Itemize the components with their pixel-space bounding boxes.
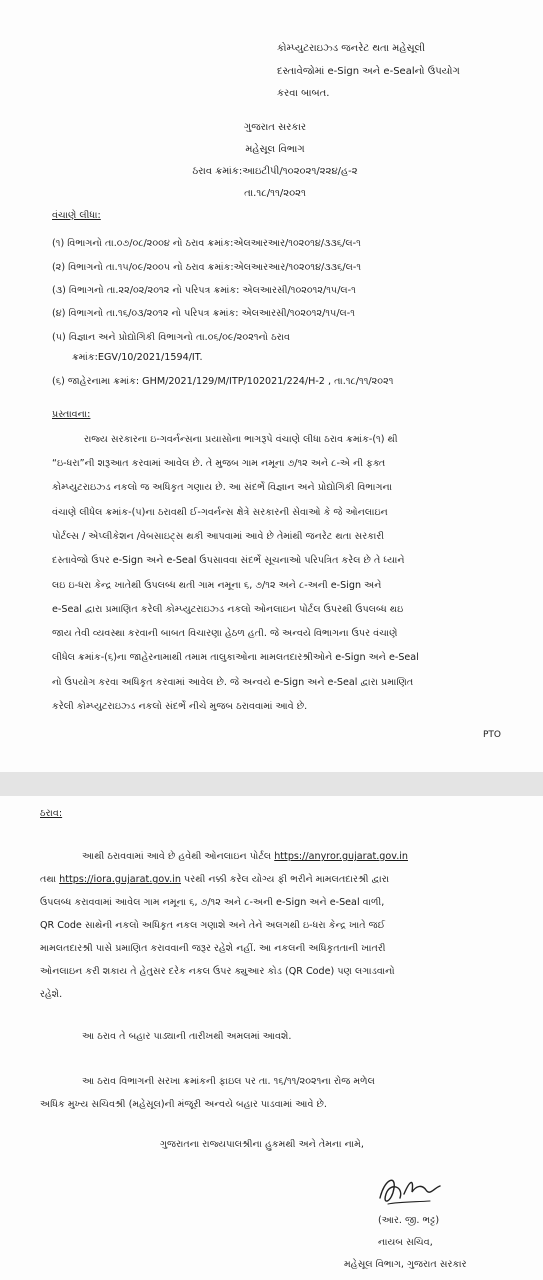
signature-image — [374, 1168, 454, 1212]
preamble-line: લઇ ઇ-ધરા કેન્દ્ર ખાતેથી ઉપલબ્ધ થતી ગામ નમૂના ૬, ૭/૧૨ અને ૮-અની e-Sign અને — [52, 580, 382, 591]
resolution-text: આથી ઠરાવવામાં આવે છે હવેથી ઓનલાઇન પોર્ટલ — [82, 851, 272, 862]
iora-link[interactable]: https://iora.gujarat.gov.in — [59, 874, 181, 885]
preamble-line: જાય તેવી વ્યવસ્થા કરવાની બાબત વિચારણા હેઠળ હતી. જે અન્વયે વિભાગના ઉપર વંચાણે — [52, 628, 398, 639]
preamble-line: e-Seal દ્વારા પ્રમાણિત કરેલી કોમ્પ્યુટરાઇઝ્ડ નકલો ઓનલાઇન પોર્ટલ ઉપરથી ઉપલબ્ધ થઇ — [52, 604, 404, 615]
subject-line-1: કોમ્પ્યુટરાઇઝ્ડ જનરેટ થતા મહેસૂલી — [277, 43, 425, 54]
resolution-title: ઠરાવ: — [40, 808, 63, 819]
preamble-line: દસ્તાવેજો ઉપર e-Sign અને e-Seal ઉપસાવવા સંદર્ભે સૂચનાઓ પરિપત્રિત કરેલ છે તે ધ્યાને — [52, 555, 405, 566]
reference-item: (૨) વિભાગનો તા.૧૫/૦૯/૨૦૦૫ નો ઠરાવ ક્રમાંક:એલઆરઆર/૧૦૨૦૧૪/૩૩૬/લ-૧ — [52, 262, 362, 273]
subject-line-2: દસ્તાવેજોમાં e-Sign અને e-Sealનો ઉપયોગ — [277, 66, 460, 77]
resolution-date: તા.૧૮/૧૧/૨૦૨૧ — [244, 188, 306, 199]
preamble-line: પોર્ટલ્સ / એપ્લીકેશન /વેબસાઇટ્સ થકી આપવામાં આવે છે તેમાંથી જનરેટ થતા સરકારી — [52, 531, 385, 542]
resolution-line — [40, 873, 389, 886]
reference-item: (૩) વિભાગનો તા.૨૨/૦૨/૨૦૧૨ નો પરિપત્ર ક્રમાંક: એલઆરસી/૧૦૨૦૧૨/૧૫/લ-૧ — [52, 285, 356, 296]
page-separator — [0, 772, 543, 796]
resolution-line: ઉપલબ્ધ કરાવવામાં આવેલ ગામ નમૂના ૬, ૭/૧૨ અને ૮-અની e-Sign અને e-Seal વાળી, — [40, 897, 385, 908]
resolution-line: ઓનલાઇન કરી શકાય તે હેતુસર દરેક નકલ ઉપર ક્યુઆર કોડ (QR Code) પણ લગાડવાનો — [40, 966, 395, 977]
reference-item: (૬) જાહેરનામા ક્રમાંક: GHM/2021/129/M/ITP/102021/224/H-2 , તા.૧૮/૧૧/૨૦૨૧ — [52, 376, 394, 387]
resolution-line: રહેશે. — [40, 989, 63, 1000]
approval-line: આ ઠરાવ વિભાગની સરખા ક્રમાંકની ફાઇલ પર તા. ૧૬/૧૧/૨૦૨૧ના રોજ મળેલ — [82, 1076, 375, 1087]
resolution-line: QR Code સાથેની નકલો અધિકૃત નકલ ગણાશે અને તેને અલગથી ઇ-ધરા કેન્દ્ર ખાતે જઈ — [40, 920, 386, 931]
reference-item-continued: ક્રમાંક:EGV/10/2021/1594/IT. — [72, 352, 203, 363]
reference-item: (૧) વિભાગનો તા.૦૭/૦૮/૨૦૦૪ નો ઠરાવ ક્રમાંક:એલઆરઆર/૧૦૨૦૧૪/૩૩૬/લ-૧ — [52, 238, 361, 249]
references-title: વંચાણે લીધા: — [52, 210, 101, 221]
resolution-text: તથા — [40, 874, 57, 885]
preamble-line: લીધેલ ક્રમાંક-(૬)ના જાહેરનામાથી તમામ તાલુકાઓના મામલતદારશ્રીઓને e-Sign અને e-Seal — [52, 652, 419, 663]
resolution-number: ઠરાવ ક્રમાંક:આઇટીપી/૧૦૨૦૨૧/૨૨૪/હ-૨ — [192, 166, 358, 177]
resolution-line — [82, 850, 408, 863]
dept-heading: મહેસૂલ વિભાગ — [245, 144, 305, 155]
preamble-title: પ્રસ્તાવના: — [52, 409, 91, 420]
effective-clause: આ ઠરાવ તે બહાર પાડ્યાની તારીખથી અમલમાં આવશે. — [82, 1031, 292, 1042]
preamble-line: રાજ્ય સરકારના ઇ-ગવર્નન્સના પ્રયાસોના ભાગરૂપે વંચાણે લીધા ઠરાવ ક્રમાંક-(૧) થી — [84, 434, 398, 445]
preamble-line: “ઇ-ધરા”ની શરૂઆત કરવામાં આવેલ છે. તે મુજબ ગામ નમૂના ૭/૧૨ અને ૮-એ ની ફક્ત — [52, 458, 386, 469]
reference-item: (૪) વિભાગનો તા.૧૬/૦૩/૨૦૧૨ નો પરિપત્ર ક્રમાંક: એલઆરસી/૧૦૨૦૧૨/૧૫/લ-૧ — [52, 308, 355, 319]
signatory-name: (આર. જી. ભટ્ટ) — [378, 1215, 440, 1226]
preamble-line: કરેલી કોમ્પ્યુટરાઇઝ્ડ નકલો સંદર્ભે નીચે મુજબ ઠરાવવામાં આવે છે. — [52, 701, 308, 712]
subject-line-3: કરવા બાબત. — [277, 88, 330, 99]
govt-heading: ગુજરાત સરકાર — [243, 122, 307, 133]
preamble-line: વંચાણે લીધેલ ક્રમાંક-(૫)ના ઠરાવથી ઈ-ગવર્નન્સ ક્ષેત્રે સરકારની સેવાઓ કે જે ઓનલાઇન — [52, 507, 388, 518]
approval-line: અધિક મુખ્ય સચિવશ્રી (મહેસૂલ)ની મંજૂરી અન્વયે બહાર પાડવામાં આવે છે. — [40, 1099, 327, 1110]
preamble-line: કોમ્પ્યુટરાઇઝ્ડ નકલો જ અધિકૃત ગણાય છે. આ સંદર્ભે વિજ્ઞાન અને પ્રોદ્યોગિકી વિભાગના — [52, 482, 392, 493]
anyror-link[interactable]: https://anyror.gujarat.gov.in — [274, 851, 408, 862]
signatory-office: મહેસૂલ વિભાગ, ગુજરાત સરકાર — [344, 1259, 467, 1270]
governor-order: ગુજરાતના રાજ્યપાલશ્રીના હુકમથી અને તેમના નામે, — [160, 1139, 364, 1150]
pto-marker: PTO — [483, 730, 502, 740]
resolution-text: પરથી નક્કી કરેલ યોગ્ય ફી ભરીને મામલતદારશ્રી દ્વારા — [184, 874, 390, 885]
preamble-line: નો ઉપયોગ કરવા અધિકૃત કરવામાં આવેલ છે. જે અન્વયે e-Sign અને e-Seal દ્વારા પ્રમાણિત — [52, 677, 414, 688]
reference-item: (૫) વિજ્ઞાન અને પ્રોદ્યોગિકી વિભાગનો તા.૦૬/૦૯/૨૦૨૧નો ઠરાવ — [52, 332, 290, 343]
document-page-2 — [0, 796, 543, 1280]
resolution-line: મામલતદારશ્રી પાસે પ્રમાણિત કરાવવાની જરૂર રહેશે નહીં. આ નકલની અધિકૃતતાની ખાતરી — [40, 943, 386, 954]
signatory-designation: નાયબ સચિવ, — [378, 1237, 433, 1248]
